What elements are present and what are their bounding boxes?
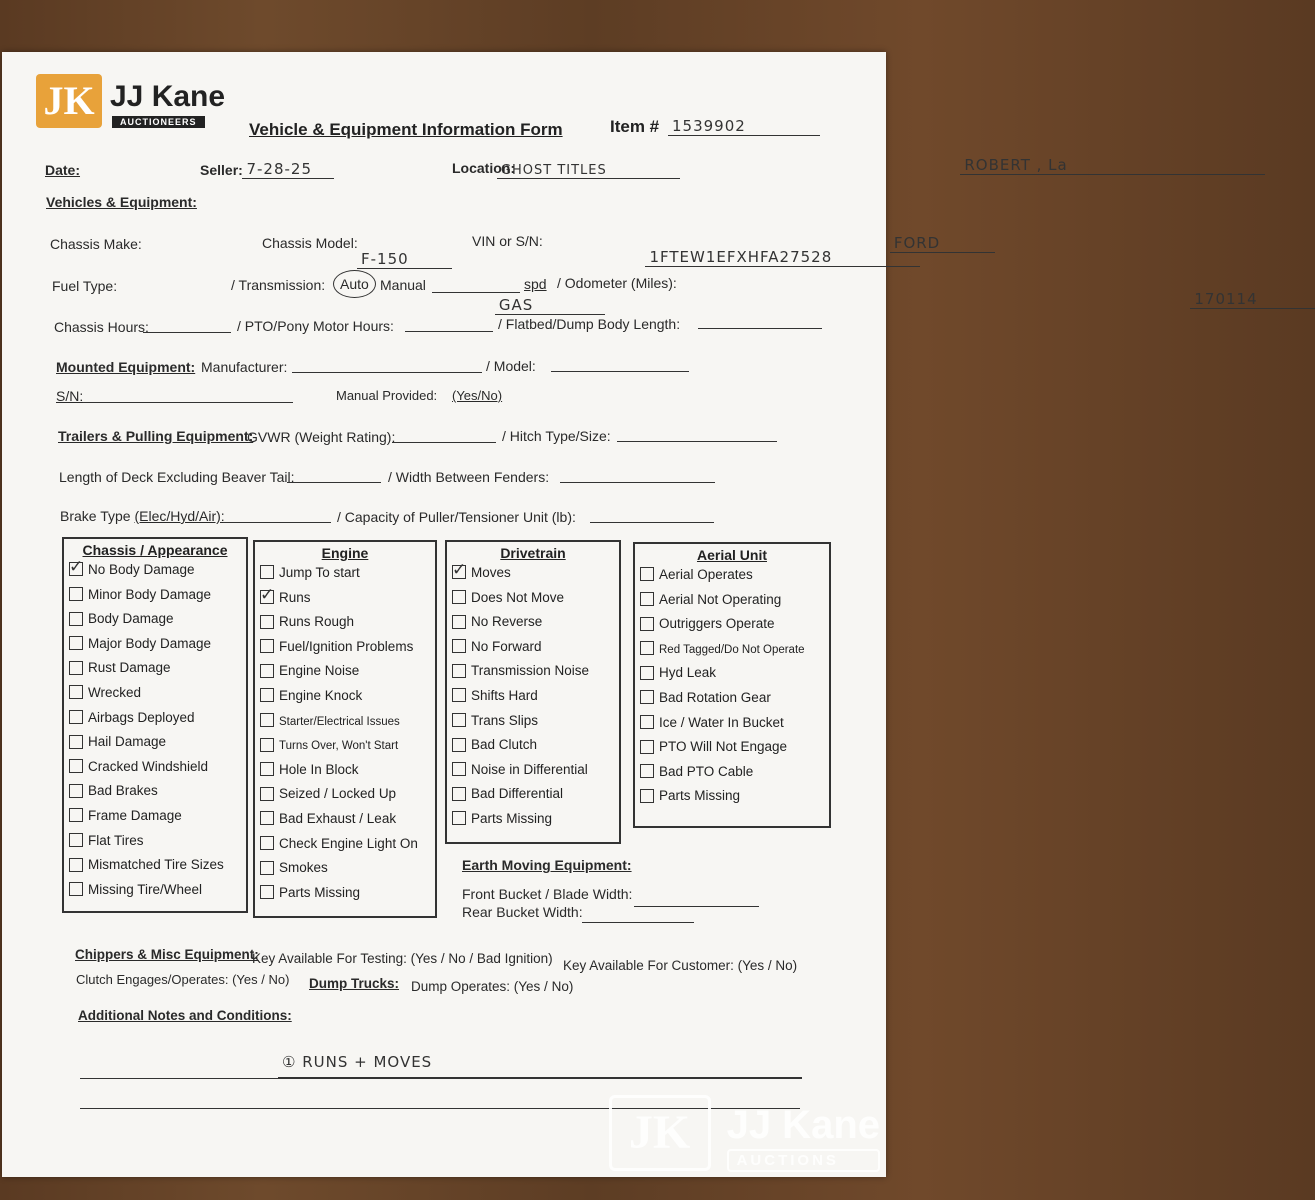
checklist-item[interactable]: [69, 804, 246, 829]
checkbox[interactable]: [69, 735, 83, 749]
checkbox[interactable]: [260, 787, 274, 801]
location-field[interactable]: [960, 158, 1265, 175]
checklist-item[interactable]: [452, 610, 619, 635]
chassis-model-value: F-150: [361, 250, 409, 268]
checklist-item-label: Aerial Not Operating: [659, 591, 782, 607]
fuel-type-value: GAS: [498, 296, 534, 314]
mounted-heading: Mounted Equipment:: [56, 359, 196, 375]
checklist-item-label: Turns Over, Won't Start: [279, 740, 399, 753]
checkbox[interactable]: [260, 590, 274, 604]
checklist-item-label: Parts Missing: [279, 884, 361, 900]
checklist-item-label: Hyd Leak: [659, 665, 717, 681]
checklist-item-label: Smokes: [279, 860, 328, 876]
checklist-item[interactable]: [260, 709, 435, 734]
checkbox[interactable]: [260, 861, 274, 875]
checklist-item-label: Mismatched Tire Sizes: [88, 857, 224, 873]
checklist-item[interactable]: [69, 681, 246, 706]
jk-logo-mark: JK: [36, 74, 102, 128]
brake-type-label-text: Brake Type: [60, 508, 131, 524]
fuel-type-label: Fuel Type:: [52, 278, 118, 294]
checklist-item[interactable]: [452, 782, 619, 807]
checklist-item[interactable]: [452, 561, 619, 586]
checkbox[interactable]: [640, 715, 654, 729]
engine-box: [253, 540, 437, 918]
model-field[interactable]: [551, 357, 689, 372]
checklist-item-label: Outriggers Operate: [659, 616, 775, 632]
checklist-item[interactable]: [640, 588, 829, 613]
checklist-item[interactable]: [260, 733, 435, 758]
manual-provided-label: Manual Provided:: [336, 388, 438, 403]
sn-label: S/N:: [56, 388, 84, 404]
checklist-item[interactable]: [452, 807, 619, 832]
checkbox[interactable]: [69, 636, 83, 650]
capacity-label-text: Capacity of Puller/Tensioner Unit (lb):: [344, 509, 576, 525]
checklist-item[interactable]: [69, 706, 246, 731]
checklist-item-label: Bad Differential: [471, 786, 564, 802]
checklist-item[interactable]: [69, 853, 246, 878]
checklist-item-label: Starter/Electrical Issues: [279, 715, 400, 728]
fenders-label-text: Width Between Fenders:: [395, 469, 550, 485]
checklist-item-label: Runs: [279, 589, 311, 605]
pto-hours-label-text: PTO/Pony Motor Hours:: [244, 318, 394, 334]
checkbox[interactable]: [260, 664, 274, 678]
checkbox[interactable]: [452, 787, 466, 801]
checkbox[interactable]: [260, 713, 274, 727]
checklist-item[interactable]: [69, 558, 246, 583]
checklist-item[interactable]: [69, 583, 246, 608]
engine-list: [255, 561, 435, 905]
hitch-label: / Hitch Type/Size:: [502, 428, 611, 444]
notes-value: ① RUNS + MOVES: [282, 1053, 433, 1071]
checkbox[interactable]: [260, 811, 274, 825]
checklist-item[interactable]: [452, 684, 619, 709]
checklist-item-label: Parts Missing: [471, 810, 553, 826]
checkbox[interactable]: [69, 710, 83, 724]
checklist-item[interactable]: [260, 561, 435, 586]
checklist-item[interactable]: [260, 635, 435, 660]
pto-hours-label: / PTO/Pony Motor Hours:: [237, 318, 394, 334]
chassis-hours-field[interactable]: [143, 318, 231, 333]
date-label: Date:: [45, 162, 81, 178]
checklist-item-label: Engine Noise: [279, 663, 360, 679]
checkbox[interactable]: [452, 762, 466, 776]
notes-line-2[interactable]: [80, 1064, 802, 1079]
checklist-item-label: No Forward: [471, 638, 542, 654]
checkbox[interactable]: [640, 666, 654, 680]
date-value: 7-28-25: [246, 160, 312, 178]
manufacturer-field[interactable]: [292, 358, 482, 373]
deck-length-field[interactable]: [287, 468, 381, 483]
checklist-item-label: Major Body Damage: [88, 635, 212, 651]
chassis-appearance-box: [62, 537, 248, 913]
checkbox[interactable]: [640, 740, 654, 754]
checkbox[interactable]: [260, 762, 274, 776]
aerial-unit-box: [633, 542, 831, 828]
rear-bucket-field[interactable]: [582, 908, 694, 923]
fuel-type-field[interactable]: [495, 298, 605, 315]
aerial-unit-title: Aerial Unit: [696, 547, 767, 563]
checklist-item[interactable]: [640, 637, 829, 662]
checkbox[interactable]: [640, 617, 654, 631]
checklist-item-label: Hole In Block: [279, 761, 359, 777]
spd-field[interactable]: [432, 278, 520, 293]
front-bucket-label: Front Bucket / Blade Width:: [462, 886, 633, 902]
checklist-item-label: Bad Exhaust / Leak: [279, 810, 397, 826]
manufacturer-label: Manufacturer:: [201, 359, 288, 375]
rear-bucket-label: Rear Bucket Width:: [462, 904, 583, 920]
checklist-item-label: Bad Clutch: [471, 737, 538, 753]
checklist-item[interactable]: [69, 632, 246, 657]
capacity-label: / Capacity of Puller/Tensioner Unit (lb):: [337, 509, 576, 525]
checklist-item-label: No Body Damage: [88, 562, 195, 577]
key-testing-text[interactable]: Key Available For Testing: (Yes / No / Bad Ignition): [252, 951, 553, 966]
checklist-item[interactable]: [260, 758, 435, 783]
checklist-item[interactable]: [640, 686, 829, 711]
checklist-item-label: Seized / Locked Up: [279, 786, 397, 802]
seller-field[interactable]: [497, 162, 680, 179]
checkbox[interactable]: [640, 641, 654, 655]
hitch-field[interactable]: [617, 427, 777, 442]
checklist-item-label: Engine Knock: [279, 687, 363, 703]
checklist-item[interactable]: [640, 784, 829, 809]
checkbox[interactable]: [69, 882, 83, 896]
flatbed-label: / Flatbed/Dump Body Length:: [498, 316, 681, 332]
checkbox[interactable]: [260, 639, 274, 653]
watermark: [628, 1103, 880, 1172]
checkbox[interactable]: [260, 738, 274, 752]
checklist-item-label: Does Not Move: [471, 589, 565, 605]
date-field[interactable]: [242, 162, 334, 179]
vin-field[interactable]: [645, 250, 920, 267]
transmission-label-text: Transmission:: [238, 277, 326, 293]
checkbox[interactable]: [69, 759, 83, 773]
checklist-item[interactable]: [69, 730, 246, 755]
model-label-text: Model:: [493, 358, 536, 374]
drivetrain-box: [445, 540, 621, 844]
checklist-item-label: Missing Tire/Wheel: [88, 881, 203, 897]
checkbox[interactable]: [452, 738, 466, 752]
dump-trucks-heading: Dump Trucks:: [309, 976, 400, 991]
checkbox[interactable]: [69, 784, 83, 798]
location-label: Location:: [452, 160, 515, 176]
seller-value: GHOST TITLES: [500, 163, 607, 178]
transmission-manual-option[interactable]: Manual: [380, 277, 426, 293]
chippers-heading: Chippers & Misc Equipment:: [75, 947, 259, 962]
checkbox[interactable]: [640, 764, 654, 778]
manual-provided-options[interactable]: (Yes/No): [452, 388, 503, 403]
checklist-item-label: Rust Damage: [88, 660, 171, 676]
checkbox[interactable]: [69, 808, 83, 822]
checklist-item-label: PTO Will Not Engage: [659, 739, 788, 755]
checklist-item-label: Bad PTO Cable: [659, 763, 754, 779]
checkbox[interactable]: [452, 713, 466, 727]
item-number-field[interactable]: [668, 115, 820, 136]
checkbox[interactable]: [69, 833, 83, 847]
spd-label: spd: [524, 276, 547, 292]
checklist-item[interactable]: [260, 610, 435, 635]
checkbox[interactable]: [69, 661, 83, 675]
checklist-item-label: Shifts Hard: [471, 687, 538, 703]
checklist-item-label: Transmission Noise: [471, 663, 590, 679]
checklist-item[interactable]: [452, 586, 619, 611]
checklist-item-label: Red Tagged/Do Not Operate: [659, 643, 805, 656]
deck-length-label: Length of Deck Excluding Beaver Tail:: [59, 469, 295, 485]
checkbox[interactable]: [260, 688, 274, 702]
checklist-item-label: Wrecked: [88, 684, 142, 700]
vehicles-heading: Vehicles & Equipment:: [46, 194, 197, 210]
checklist-item[interactable]: [260, 586, 435, 611]
checklist-item[interactable]: [69, 779, 246, 804]
checklist-item-label: Frame Damage: [88, 807, 182, 823]
key-customer-text[interactable]: Key Available For Customer: (Yes / No): [563, 958, 798, 973]
vin-value: 1FTEW1EFXHFA27528: [649, 248, 833, 266]
engine-title: Engine: [321, 545, 369, 561]
chassis-make-value: FORD: [893, 234, 941, 252]
checklist-item[interactable]: [640, 563, 829, 588]
checklist-item-label: Fuel/Ignition Problems: [279, 638, 414, 654]
checkbox[interactable]: [260, 836, 274, 850]
checklist-item[interactable]: [260, 659, 435, 684]
chassis-appearance-list: [64, 558, 246, 902]
checkbox[interactable]: [452, 565, 466, 579]
checklist-item-label: Bad Rotation Gear: [659, 689, 771, 705]
checklist-item-label: Cracked Windshield: [88, 758, 209, 774]
vin-label: VIN or S/N:: [472, 233, 543, 249]
notes-heading: Additional Notes and Conditions:: [78, 1008, 292, 1023]
checkbox[interactable]: [452, 811, 466, 825]
checkbox[interactable]: [260, 565, 274, 579]
hitch-label-text: Hitch Type/Size:: [509, 428, 611, 444]
checklist-item-label: Jump To start: [279, 565, 360, 580]
checklist-item[interactable]: [260, 782, 435, 807]
flatbed-label-text: Flatbed/Dump Body Length:: [505, 316, 681, 332]
checklist-item-label: Airbags Deployed: [88, 709, 195, 725]
chassis-hours-label: Chassis Hours:: [54, 319, 149, 335]
checkbox[interactable]: [69, 562, 83, 576]
checklist-item[interactable]: [69, 656, 246, 681]
checklist-item-label: Aerial Operates: [659, 567, 753, 582]
chassis-model-field[interactable]: [357, 252, 452, 269]
checkbox[interactable]: [69, 587, 83, 601]
checklist-item[interactable]: [640, 612, 829, 637]
brake-type-options: (Elec/Hyd/Air):: [134, 508, 225, 524]
checklist-item-label: Ice / Water In Bucket: [659, 714, 784, 730]
checkbox[interactable]: [69, 858, 83, 872]
checklist-item-label: Hail Damage: [88, 734, 167, 750]
checklist-item[interactable]: [452, 709, 619, 734]
item-label: Item #: [610, 117, 660, 136]
aerial-unit-list: [635, 563, 829, 809]
checkbox[interactable]: [452, 664, 466, 678]
location-value: ROBERT , La: [964, 156, 1068, 174]
checklist-item-label: Trans Slips: [471, 712, 539, 728]
sn-field[interactable]: [83, 388, 293, 403]
checkbox[interactable]: [452, 688, 466, 702]
checklist-item-label: Bad Brakes: [88, 783, 158, 799]
checklist-item[interactable]: [260, 881, 435, 906]
capacity-field[interactable]: [590, 508, 714, 523]
brand-name: JJ Kane: [110, 80, 226, 113]
watermark-brand: JJ Kane: [726, 1103, 880, 1147]
gvwr-field[interactable]: [392, 428, 496, 443]
checklist-item[interactable]: [69, 878, 246, 903]
chassis-model-label: Chassis Model:: [262, 235, 358, 251]
odometer-label-text: Odometer (Miles):: [564, 275, 677, 291]
checklist-item-label: No Reverse: [471, 614, 543, 630]
checkbox[interactable]: [640, 592, 654, 606]
transmission-label: / Transmission:: [231, 277, 326, 293]
checklist-item-label: Minor Body Damage: [88, 586, 212, 602]
checklist-item[interactable]: [260, 684, 435, 709]
checkbox[interactable]: [69, 685, 83, 699]
model-label: / Model:: [486, 358, 536, 374]
checkbox[interactable]: [69, 612, 83, 626]
drivetrain-title: Drivetrain: [500, 545, 566, 561]
checklist-item-label: Runs Rough: [279, 614, 355, 630]
checkbox[interactable]: [452, 590, 466, 604]
checklist-item[interactable]: [640, 661, 829, 686]
checklist-item[interactable]: [452, 635, 619, 660]
chassis-make-label: Chassis Make:: [50, 236, 142, 252]
watermark-mark: JK: [609, 1095, 711, 1171]
checkbox[interactable]: [640, 789, 654, 803]
item-number-value: 1539902: [672, 117, 746, 135]
checklist-item[interactable]: [640, 735, 829, 760]
checkbox[interactable]: [640, 690, 654, 704]
fenders-field[interactable]: [560, 468, 715, 483]
fenders-label: / Width Between Fenders:: [388, 469, 550, 485]
checklist-item[interactable]: [452, 659, 619, 684]
checklist-item-label: Noise in Differential: [471, 761, 588, 777]
checkbox[interactable]: [260, 885, 274, 899]
brake-type-field[interactable]: [223, 508, 331, 523]
checklist-item[interactable]: [452, 758, 619, 783]
checklist-item[interactable]: [640, 711, 829, 736]
chassis-appearance-title: Chassis / Appearance: [82, 542, 228, 558]
checklist-item[interactable]: [260, 832, 435, 857]
odometer-field[interactable]: [1190, 292, 1315, 309]
checklist-item[interactable]: [260, 807, 435, 832]
drivetrain-list: [447, 561, 619, 832]
transmission-auto-option[interactable]: Auto: [333, 270, 376, 298]
trailers-heading: Trailers & Pulling Equipment:: [58, 428, 254, 444]
odometer-value: 170114: [1194, 290, 1258, 308]
brake-type-label: [60, 508, 225, 524]
pto-hours-field[interactable]: [405, 317, 493, 332]
form-title: Vehicle & Equipment Information Form: [249, 120, 563, 139]
checklist-item-label: Check Engine Light On: [279, 835, 418, 851]
checklist-item-label: Body Damage: [88, 611, 174, 627]
checklist-item[interactable]: [69, 607, 246, 632]
gvwr-label: GVWR (Weight Rating):: [247, 429, 396, 445]
watermark-sub: AUCTIONS: [727, 1149, 880, 1172]
earth-moving-heading: Earth Moving Equipment:: [462, 857, 632, 873]
checklist-item[interactable]: [452, 733, 619, 758]
checkbox[interactable]: [452, 639, 466, 653]
checklist-item[interactable]: [69, 829, 246, 854]
checklist-item[interactable]: [640, 760, 829, 785]
checklist-item-label: Flat Tires: [88, 832, 144, 848]
dump-operates-text[interactable]: Dump Operates: (Yes / No): [411, 979, 574, 994]
front-bucket-field[interactable]: [634, 892, 759, 907]
checkbox[interactable]: [640, 567, 654, 581]
checklist-item-label: Moves: [471, 565, 511, 580]
clutch-text[interactable]: Clutch Engages/Operates: (Yes / No): [76, 972, 290, 987]
odometer-label: / Odometer (Miles):: [557, 275, 677, 291]
checklist-item[interactable]: [69, 755, 246, 780]
checklist-item[interactable]: [260, 856, 435, 881]
checkbox[interactable]: [452, 615, 466, 629]
seller-label: Seller:: [200, 162, 243, 178]
brand-sub: AUCTIONEERS: [112, 116, 205, 128]
checkbox[interactable]: [260, 615, 274, 629]
checklist-item-label: Parts Missing: [659, 788, 741, 804]
flatbed-field[interactable]: [698, 314, 822, 329]
